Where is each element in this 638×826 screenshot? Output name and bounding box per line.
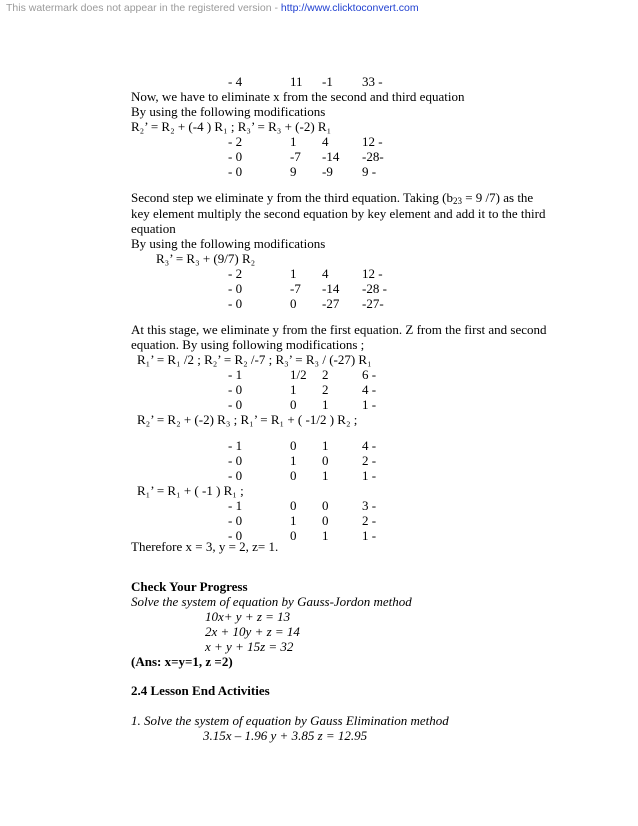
matrix-cell: -27: [322, 296, 340, 311]
conclusion: Therefore x = 3, y = 2, z= 1.: [131, 539, 279, 554]
matrix-cell: - 0: [228, 382, 243, 397]
matrix-cell: -14: [322, 149, 340, 164]
matrix-cell: - 4: [228, 74, 243, 89]
matrix-cell: 0: [290, 528, 297, 543]
paragraph: Now, we have to eliminate x from the second and third equation: [131, 89, 465, 104]
matrix-cell: - 2: [228, 134, 243, 149]
matrix-row: [0, 438, 638, 453]
row-operation: R₁’ = R₁ + ( -1 ) R₁ ;: [137, 483, 244, 498]
matrix-row: [0, 397, 638, 412]
matrix-cell: 1: [322, 468, 329, 483]
equation: x + y + 15z = 32: [205, 639, 294, 654]
row-operation: R₂’ = R₂ + (-2) R₃ ; R₁’ = R₁ + ( -1/2 ) R₂ ;: [137, 412, 358, 427]
paragraph: equation: [131, 221, 176, 236]
matrix-row: [0, 468, 638, 483]
section-heading: Check Your Progress: [131, 579, 248, 594]
matrix-cell: 1/2: [290, 367, 307, 382]
matrix-cell: 1 -: [362, 528, 377, 543]
matrix-row: [0, 266, 638, 281]
matrix-cell: - 0: [228, 397, 243, 412]
matrix-cell: -14: [322, 281, 340, 296]
matrix-cell: -27-: [362, 296, 384, 311]
matrix-cell: - 0: [228, 296, 243, 311]
matrix-cell: 0: [322, 513, 329, 528]
matrix-row: [0, 453, 638, 468]
matrix-cell: 12 -: [362, 266, 383, 281]
exercise-instruction: Solve the system of equation by Gauss-Jordon method: [131, 594, 412, 609]
matrix-cell: 0: [290, 498, 297, 513]
matrix-cell: 4 -: [362, 382, 377, 397]
matrix-cell: -7: [290, 149, 301, 164]
watermark-text: This watermark does not appear in the registered version -: [6, 2, 281, 14]
matrix-cell: - 1: [228, 367, 243, 382]
matrix-cell: 1: [290, 382, 297, 397]
matrix-cell: 2: [322, 367, 329, 382]
matrix-cell: 2 -: [362, 513, 377, 528]
matrix-cell: -7: [290, 281, 301, 296]
matrix-cell: 1: [290, 134, 297, 149]
matrix-row: [0, 296, 638, 311]
matrix-cell: -28-: [362, 149, 384, 164]
matrix-cell: -1: [322, 74, 333, 89]
section-heading: 2.4 Lesson End Activities: [131, 683, 270, 698]
equation: 2x + 10y + z = 14: [205, 624, 300, 639]
matrix-row: [0, 164, 638, 179]
watermark-link[interactable]: http://www.clicktoconvert.com: [280, 2, 419, 14]
matrix-cell: 4: [322, 266, 329, 281]
row-operation: R₃’ = R₃ + (9/7) R₂: [156, 251, 256, 266]
matrix-row: [0, 281, 638, 296]
matrix-cell: 1: [322, 438, 329, 453]
matrix-cell: 0: [322, 453, 329, 468]
matrix-cell: 1: [290, 266, 297, 281]
matrix-row: [0, 498, 638, 513]
matrix-cell: -28 -: [362, 281, 387, 296]
matrix-cell: - 0: [228, 528, 243, 543]
matrix-cell: -9: [322, 164, 333, 179]
row-operation: R₂’ = R₂ + (-4 ) R₁ ; R₃’ = R₃ + (-2) R₁: [131, 119, 332, 134]
matrix-cell: 0: [290, 397, 297, 412]
exercise-instruction: 1. Solve the system of equation by Gauss Elimination method: [131, 713, 449, 728]
matrix-cell: 4: [322, 134, 329, 149]
matrix-row: [0, 513, 638, 528]
matrix-cell: - 0: [228, 149, 243, 164]
matrix-cell: - 1: [228, 498, 243, 513]
matrix-cell: 6 -: [362, 367, 377, 382]
matrix-row: [0, 149, 638, 164]
matrix-cell: 12 -: [362, 134, 383, 149]
matrix-cell: 0: [290, 468, 297, 483]
paragraph: At this stage, we eliminate y from the first equation. Z from the first and second: [131, 322, 547, 337]
matrix-cell: 1: [322, 397, 329, 412]
matrix-cell: 0: [290, 438, 297, 453]
answer: (Ans: x=y=1, z =2): [131, 654, 233, 669]
matrix-cell: 2: [322, 382, 329, 397]
matrix-cell: - 0: [228, 513, 243, 528]
matrix-cell: - 0: [228, 468, 243, 483]
paragraph: By using the following modifications: [131, 104, 326, 119]
paragraph: equation. By using following modifications ;: [131, 337, 365, 352]
matrix-cell: 11: [290, 74, 303, 89]
matrix-row: [0, 382, 638, 397]
matrix-cell: - 0: [228, 164, 243, 179]
matrix-cell: - 1: [228, 438, 243, 453]
matrix-cell: 1: [322, 528, 329, 543]
matrix-cell: 0: [290, 296, 297, 311]
matrix-cell: 4 -: [362, 438, 377, 453]
matrix-cell: 1: [290, 513, 297, 528]
matrix-cell: 2 -: [362, 453, 377, 468]
matrix-cell: - 0: [228, 453, 243, 468]
paragraph: By using the following modifications: [131, 236, 326, 251]
matrix-row: [0, 528, 638, 543]
matrix-row: [0, 367, 638, 382]
matrix-cell: - 0: [228, 281, 243, 296]
matrix-cell: 3 -: [362, 498, 377, 513]
row-operation: R₁’ = R₁ /2 ; R₂’ = R₂ /-7 ; R₃’ = R₃ / (-27) R₁: [137, 352, 372, 367]
matrix-cell: 1 -: [362, 397, 377, 412]
matrix-cell: - 2: [228, 266, 243, 281]
matrix-cell: 1: [290, 453, 297, 468]
matrix-cell: 1 -: [362, 468, 377, 483]
matrix-cell: 9: [290, 164, 297, 179]
matrix-row: [0, 134, 638, 149]
equation: 10x+ y + z = 13: [205, 609, 291, 624]
matrix-cell: 9 -: [362, 164, 377, 179]
matrix-cell: 0: [322, 498, 329, 513]
matrix-cell: 33 -: [362, 74, 383, 89]
equation: 3.15x – 1.96 y + 3.85 z = 12.95: [203, 728, 368, 743]
paragraph: key element multiply the second equation by key element and add it to the third: [131, 206, 546, 221]
matrix-row: [0, 74, 638, 89]
paragraph: Second step we eliminate y from the third equation. Taking ($b_{23} = 9$ /7) as the: [131, 190, 534, 206]
